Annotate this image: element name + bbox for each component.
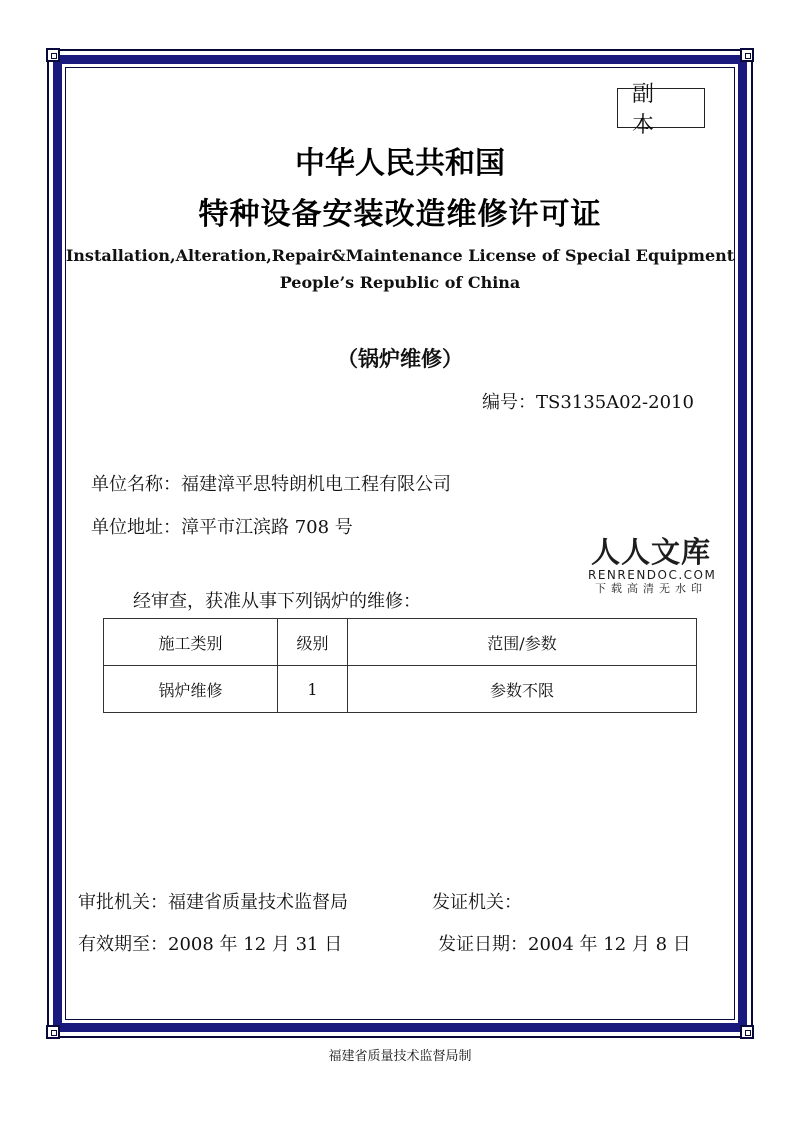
table-header-row [104,619,697,666]
title-license: 特种设备安装改造维修许可证 [198,197,602,232]
table-row [104,666,697,713]
corner-ornament-top-right [740,48,754,62]
issue-date: 发证日期：2004 年 12 月 8 日 [438,934,691,955]
table-header-cell: 级别 [278,619,348,666]
watermark-title: 人人文库 [590,535,711,569]
unit-address: 单位地址：漳平市江滨路 708 号 [91,517,353,538]
made-by-note: 福建省质量技术监督局制 [328,1049,472,1064]
approval-statement: 经审查，获准从事下列锅炉的维修： [133,591,421,612]
corner-ornament-top-left [46,48,60,62]
table-cell: 1 [278,666,348,713]
valid-until: 有效期至：2008 年 12 月 31 日 [78,934,343,955]
table-header-cell: 范围/参数 [348,619,697,666]
unit-name: 单位名称：福建漳平思特朗机电工程有限公司 [91,474,451,495]
license-category: （锅炉维修） [337,347,463,371]
table-header-cell: 施工类别 [104,619,278,666]
issuing-authority: 发证机关： [432,892,522,913]
table-cell: 参数不限 [348,666,697,713]
watermark-logo [588,535,717,596]
watermark-url: RENRENDOC.COM [588,568,717,582]
corner-ornament-bottom-right [740,1025,754,1039]
english-country: People’s Republic of China [279,273,521,292]
table-cell: 锅炉维修 [104,666,278,713]
english-title: Installation,Alteration,Repair&Maintenance License of Special Equipment [65,246,735,265]
copy-stamp: 副本 [617,88,705,128]
corner-ornament-bottom-left [46,1025,60,1039]
title-country: 中华人民共和国 [295,146,505,181]
watermark-subtitle: 下载高清无水印 [595,582,707,595]
approval-authority: 审批机关：福建省质量技术监督局 [78,892,348,913]
license-number: 编号：TS3135A02-2010 [482,392,694,413]
scope-table [103,618,697,713]
